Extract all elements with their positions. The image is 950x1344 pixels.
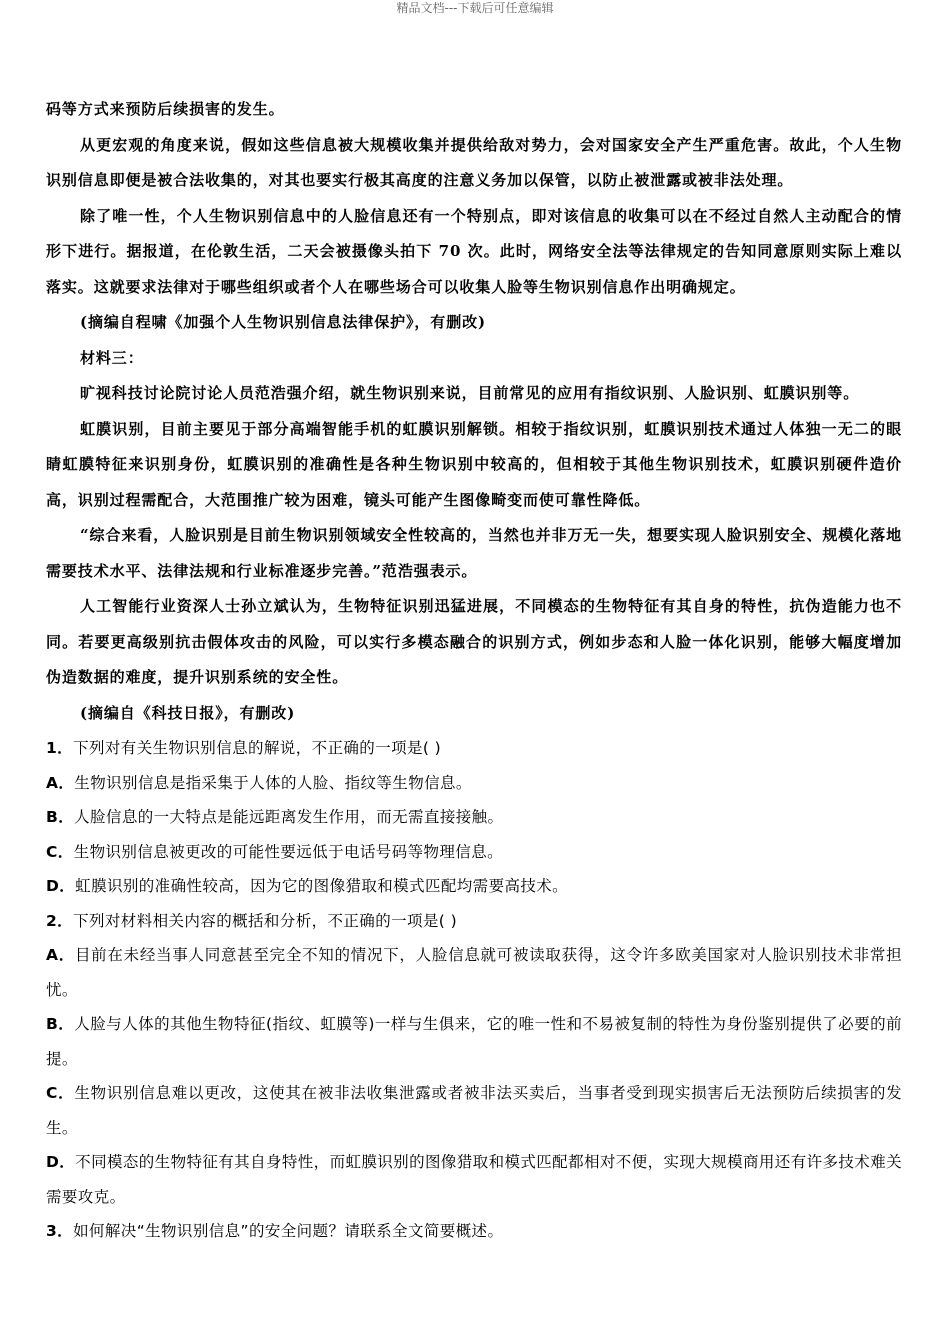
question-2 [46,904,902,939]
question-text: 下列对有关生物识别信息的解说，不正确的一项是( ) [73,739,442,757]
option-text: 生物识别信息难以更改，这使其在被非法收集泄露或者被非法买卖后，当事者受到现实损害后无法预防后续损害的发生。 [46,1084,902,1137]
paragraph: 码等方式来预防后续损害的发生。 [46,100,285,118]
option-letter: A． [46,946,75,964]
option-2c [46,1076,902,1145]
option-text: 生物识别信息被更改的可能性要远低于电话号码等物理信息。 [73,842,503,861]
question-number: 3． [46,1222,74,1240]
option-1d [46,869,902,904]
question-number: 1． [46,739,74,757]
option-letter: C． [46,1084,75,1102]
option-text: 不同模态的生物特征有其自身特性，而虹膜识别的图像猎取和模式匹配都相对不便，实现大规模商用还有许多技术难关需要攻克。 [46,1153,902,1206]
question-3 [46,1214,902,1249]
option-letter: B． [46,808,75,826]
option-letter: D． [46,1153,76,1171]
option-text: 目前在未经当事人同意甚至完全不知的情况下，人脸信息就可被读取获得，这令许多欧美国家对人脸识别技术非常担忧。 [46,946,903,999]
option-2a [46,938,902,1007]
paragraph: 人工智能行业资深人士孙立斌认为，生物特征识别迅猛进展，不同模态的生物特征有其自身的特性，抗伪造能力也不同。若要更高级别抗击假体攻击的风险，可以实行多模态融合的识别方式，例如步态和人脸一体化识别，能够大幅度增加伪造数据的难度，提升识别系统的安全性。 [46,597,902,686]
paragraph: 旷视科技讨论院讨论人员范浩强介绍，就生物识别来说，目前常见的应用有指纹识别、人脸识别、虹膜识别等。 [80,384,860,402]
question-text: 下列对材料相关内容的概括和分析，不正确的一项是( ) [73,911,458,930]
option-text: 虹膜识别的准确性较高，因为它的图像猎取和模式匹配均需要高技术。 [75,877,569,895]
paragraph: “综合来看，人脸识别是目前生物识别领域安全性较高的，当然也并非万无一失，想要实现人脸识别安全、规模化落地需要技术水平、法律法规和行业标准逐步完善。”范浩强表示。 [46,526,902,580]
paragraph: 虹膜识别，目前主要见于部分高端智能手机的虹膜识别解锁。相较于指纹识别，虹膜识别技术通过人体独一无二的眼睛虹膜特征来识别身份，虹膜识别的准确性是各种生物识别中较高的，但相较于其他生物识别技术，虹膜识别硬件造价高，识别过程需配合，大范围推广较为困难，镜头可能产生图像畸变而使可靠性降低。 [46,419,902,509]
question-number: 2． [46,911,74,930]
option-1b [46,800,902,835]
option-letter: C． [46,842,74,861]
option-text: 人脸信息的一大特点是能远距离发生作用，而无需直接接触。 [74,808,504,826]
paragraph: 从更宏观的角度来说，假如这些信息被大规模收集并提供给敌对势力，会对国家安全产生严重危害。故此，个人生物识别信息即便是被合法收集的，对其也要实行极其高度的注意义务加以保管，以防止被泄露或被非法处理。 [46,135,902,189]
page-header: 精品文档---下载后可任意编辑 [396,1,554,15]
option-letter: A． [46,773,75,792]
option-text: 人脸与人体的其他生物特征(指纹、虹膜等)一样与生俱来，它的唯一性和不易被复制的特性为身份鉴别提供了必要的前提。 [46,1015,902,1068]
option-letter: D． [46,877,76,895]
question-text: 如何解决“生物识别信息”的安全问题？请联系全文简要概述。 [73,1222,504,1240]
question-1 [46,731,902,766]
source-citation: (摘编自程啸《加强个人生物识别信息法律保护》，有删改) [80,313,486,331]
source-citation: (摘编自《科技日报》，有删改) [80,703,296,722]
option-letter: B． [46,1015,75,1033]
paragraph: 除了唯一性，个人生物识别信息中的人脸信息还有一个特别点，即对该信息的收集可以在不经过自然人主动配合的情形下进行。据报道，在伦敦生活，二天会被摄像头拍下 70 次。此时，网络安全法等法律规定的告知同意原则实际上难以落实。这就要求法律对于哪些组织或者个人在哪些场合可以收集人脸等生物识别信息作出明确规定。 [46,206,902,296]
option-2b [46,1007,902,1076]
option-1c [46,835,902,870]
document-body [46,92,902,1249]
material-heading: 材料三： [80,348,144,367]
option-text: 生物识别信息是指采集于人体的人脸、指纹等生物信息。 [74,773,472,792]
option-1a [46,766,902,801]
option-2d [46,1145,902,1214]
